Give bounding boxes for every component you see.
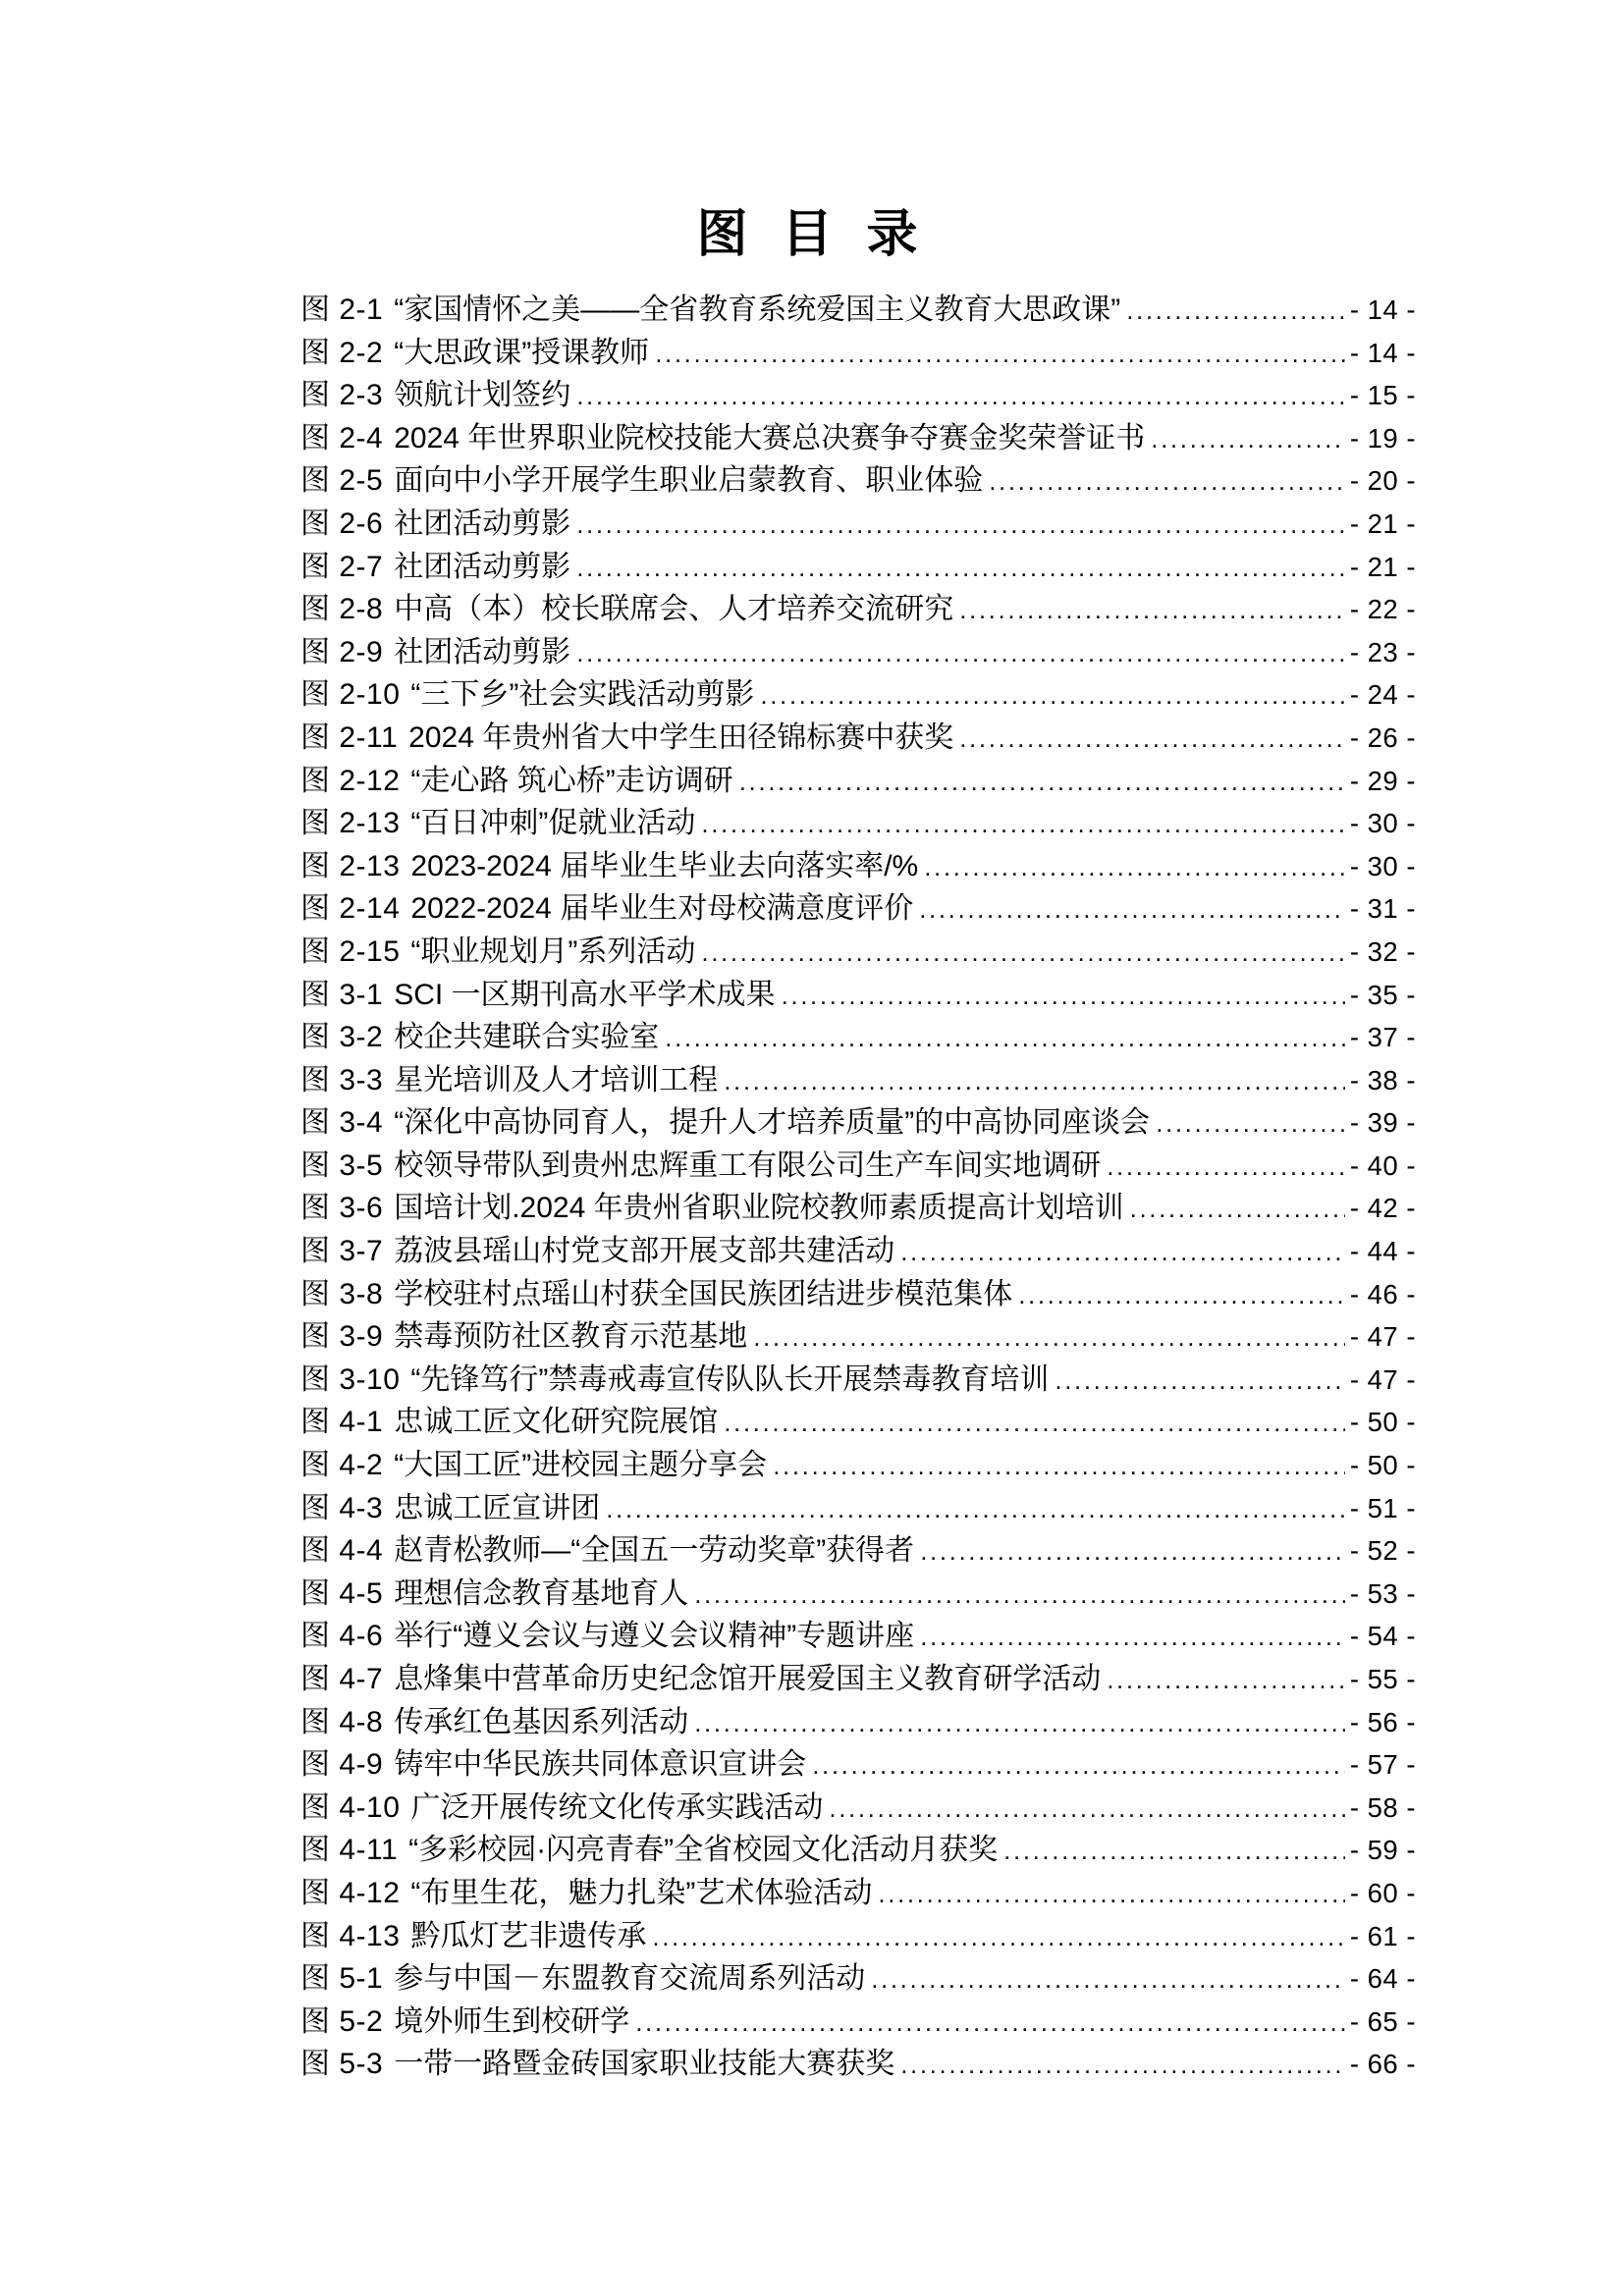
toc-entry [300,417,1416,460]
toc-entry [300,546,1416,589]
page-number: - 65 - [1349,2005,1416,2037]
page-number: - 30 - [1349,808,1416,839]
figure-number: 图 4-2 [300,1449,384,1482]
dot-leader [900,1231,1345,1274]
toc-entry [300,887,1416,931]
figure-number: 图 2-11 [300,721,399,754]
dot-leader [871,1958,1345,2002]
figure-number: 图 2-7 [300,550,384,583]
page-number: - 15 - [1349,380,1416,411]
figure-number: 图 2-5 [300,464,384,498]
toc-entry [300,1401,1416,1444]
toc-entry [300,931,1416,974]
dot-leader [1130,1188,1345,1231]
toc-entry [300,1573,1416,1616]
figure-number: 图 3-1 [300,978,384,1011]
figure-number: 图 5-3 [300,2048,384,2081]
figure-title: 忠诚工匠文化研究院展馆 [394,1406,719,1439]
page-number: - 42 - [1349,1193,1416,1224]
dot-leader [812,1744,1345,1788]
toc-entry [300,1359,1416,1402]
page-number: - 23 - [1349,636,1416,667]
dot-leader [1003,1830,1345,1873]
figure-title: 学校驻村点瑶山村获全国民族团结进步模范集体 [394,1277,1013,1310]
figure-number: 图 2-3 [300,379,384,412]
figure-number: 图 4-3 [300,1491,384,1524]
figure-title: 铸牢中华民族共同体意识宣讲会 [394,1748,807,1782]
figure-title: 面向中小学开展学生职业启蒙教育、职业体验 [394,464,984,498]
toc-entry [300,673,1416,717]
figure-title: 2022-2024 届毕业生对母校满意度评价 [410,892,914,926]
dot-leader [773,1445,1345,1488]
figure-number: 图 4-6 [300,1620,384,1653]
figure-title: 领航计划签约 [394,379,571,412]
figure-number: 图 3-2 [300,1021,384,1054]
page-number: - 20 - [1349,465,1416,497]
figure-number: 图 3-6 [300,1192,384,1225]
dot-leader [1156,1102,1345,1146]
page-number: - 44 - [1349,1236,1416,1267]
figure-title: “大国工匠”进校园主题分享会 [394,1449,768,1482]
figure-number: 图 2-13 [300,807,401,840]
dot-leader [724,1402,1345,1445]
toc-entry [300,802,1416,845]
toc-entry [300,1187,1416,1230]
toc-entry [300,2043,1416,2086]
page-number: - 47 - [1349,1321,1416,1353]
figure-title: “多彩校园·闪亮青春”全省校园文化活动月获奖 [408,1834,999,1867]
page-title: 图 目 录 [696,206,928,263]
figure-number: 图 4-1 [300,1406,384,1439]
page-number: - 46 - [1349,1278,1416,1309]
toc-entry [300,1615,1416,1658]
toc-entry [300,1273,1416,1316]
figure-title: 理想信念教育基地育人 [394,1576,689,1610]
dot-leader [1126,290,1345,333]
figure-number: 图 2-9 [300,635,384,668]
figure-title: 星光培训及人才培训工程 [394,1063,719,1096]
figure-title: 社团活动剪影 [394,507,571,540]
figure-number: 图 3-9 [300,1320,384,1354]
dot-leader [760,674,1344,718]
toc-entry [300,374,1416,417]
page-number: - 66 - [1349,2049,1416,2080]
figure-title: 中高（本）校长联席会、人才培养交流研究 [394,593,954,626]
toc-entry [300,1487,1416,1530]
toc-entry [300,974,1416,1017]
toc-entry [300,631,1416,674]
figure-title: 2024 年世界职业院校技能大赛总决赛争夺赛金奖荣誉证书 [394,421,1146,454]
toc-entry [300,1658,1416,1701]
figure-number: 图 2-13 [300,849,401,882]
page-number: - 31 - [1349,893,1416,925]
dot-leader [576,547,1345,590]
figure-title: “大思政课”授课教师 [394,336,650,369]
toc-entry [300,1529,1416,1573]
dot-leader [1107,1659,1345,1702]
dot-leader [878,1873,1344,1916]
dot-leader [635,2002,1345,2045]
page-number: - 35 - [1349,979,1416,1010]
toc-entry [300,1315,1416,1359]
figure-title: 2024 年贵州省大中学生田径锦标赛中获奖 [408,721,954,754]
figure-number: 图 3-4 [300,1106,384,1140]
page-number: - 14 - [1349,337,1416,368]
toc-entry [300,2001,1416,2044]
page-number: - 53 - [1349,1577,1416,1609]
figure-title: 境外师生到校研学 [394,2004,630,2038]
figure-number: 图 2-4 [300,421,384,454]
figure-title: 社团活动剪影 [394,635,571,668]
dot-leader [1018,1274,1345,1317]
page-number: - 61 - [1349,1920,1416,1951]
figure-title: 2023-2024 届毕业生毕业去向落实率/% [410,849,919,882]
toc-entry [300,1829,1416,1872]
page-number: - 64 - [1349,1963,1416,1995]
dot-leader [739,761,1345,804]
figure-number: 图 3-3 [300,1063,384,1096]
figure-title: “深化中高协同育人，提升人才培养质量”的中高协同座谈会 [394,1106,1151,1140]
figure-number: 图 4-8 [300,1705,384,1738]
dot-leader [1055,1360,1344,1403]
dot-leader [694,1574,1345,1617]
figure-title: 校企共建联合实验室 [394,1021,660,1054]
page-number: - 60 - [1349,1877,1416,1908]
figure-title: “百日冲刺”促就业活动 [410,807,696,840]
toc-entry [300,717,1416,760]
figure-title: 传承红色基因系列活动 [394,1705,689,1738]
figure-title: 举行“遵义会议与遵义会议精神”专题讲座 [394,1620,915,1653]
page-number: - 47 - [1349,1363,1416,1395]
figure-number: 图 3-7 [300,1235,384,1268]
dot-leader [989,460,1345,504]
figure-title: SCI 一区期刊高水平学术成果 [394,978,776,1011]
page-number: - 50 - [1349,1407,1416,1438]
figure-number: 图 4-10 [300,1790,401,1824]
dot-leader [753,1316,1345,1360]
dot-leader [655,333,1345,376]
figure-number: 图 2-1 [300,294,384,326]
dot-leader [701,803,1344,846]
figure-list [300,289,1416,2086]
toc-entry [300,1701,1416,1744]
figure-number: 图 4-13 [300,1919,401,1952]
figure-title: 广泛开展传统文化传承实践活动 [410,1790,824,1824]
dot-leader [724,1060,1345,1103]
dot-leader [576,504,1345,547]
toc-entry [300,1915,1416,1958]
dot-leader [829,1788,1344,1831]
dot-leader [576,375,1345,418]
toc-entry [300,1743,1416,1787]
page-number: - 59 - [1349,1835,1416,1866]
figure-title: 忠诚工匠宣讲团 [394,1491,601,1524]
page-number: - 21 - [1349,551,1416,582]
dot-leader [1151,418,1345,461]
figure-title: “先锋笃行”禁毒戒毒宣传队队长开展禁毒教育培训 [410,1362,1050,1396]
figure-number: 图 2-6 [300,507,384,540]
figure-number: 图 2-10 [300,678,401,712]
dot-leader [900,2044,1345,2087]
figure-number: 图 2-2 [300,336,384,369]
dot-leader [782,975,1345,1018]
figure-title: 一带一路暨金砖国家职业技能大赛获奖 [394,2048,895,2081]
figure-title: “职业规划月”系列活动 [410,934,696,968]
figure-title: 参与中国－东盟教育交流周系列活动 [394,1962,866,1996]
figure-number: 图 4-9 [300,1748,384,1782]
figure-title: 国培计划.2024 年贵州省职业院校教师素质提高计划培训 [394,1192,1124,1225]
figure-number: 图 4-4 [300,1534,384,1568]
dot-leader [959,589,1345,632]
figure-title: 息烽集中营革命历史纪念馆开展爱国主义教育研学活动 [394,1663,1102,1695]
toc-entry [300,1101,1416,1145]
figure-number: 图 3-8 [300,1277,384,1310]
page-number: - 37 - [1349,1022,1416,1053]
dot-leader [576,632,1345,675]
figure-number: 图 4-12 [300,1876,401,1909]
figure-title: 校领导带队到贵州忠辉重工有限公司生产车间实地调研 [394,1148,1102,1182]
figure-title: 社团活动剪影 [394,550,571,583]
figure-number: 图 2-8 [300,593,384,626]
figure-title: 赵青松教师—“全国五一劳动奖章”获得者 [394,1534,915,1568]
figure-title: “布里生花，魅力扎染”艺术体验活动 [410,1876,873,1909]
dot-leader [694,1702,1345,1745]
page-number: - 40 - [1349,1149,1416,1181]
toc-entry [300,1872,1416,1915]
dot-leader [606,1488,1345,1531]
dot-leader [924,846,1345,889]
toc-entry [300,503,1416,546]
toc-entry [300,845,1416,888]
dot-leader [665,1017,1345,1060]
figure-title: 禁毒预防社区教育示范基地 [394,1320,748,1354]
page-number: - 57 - [1349,1749,1416,1781]
page-number: - 38 - [1349,1064,1416,1095]
figure-number: 图 4-5 [300,1576,384,1610]
figure-number: 图 5-1 [300,1962,384,1996]
page-number: - 50 - [1349,1450,1416,1481]
page-number: - 24 - [1349,679,1416,711]
figure-title: 荔波县瑶山村党支部开展支部共建活动 [394,1235,895,1268]
page-number: - 58 - [1349,1791,1416,1823]
toc-entry [300,1145,1416,1188]
figure-number: 图 3-10 [300,1362,401,1396]
figure-number: 图 3-5 [300,1148,384,1182]
figure-number: 图 5-2 [300,2004,384,2038]
toc-entry [300,1444,1416,1487]
toc-entry [300,1957,1416,2001]
page-number: - 32 - [1349,935,1416,967]
toc-entry [300,1230,1416,1273]
page-number: - 54 - [1349,1621,1416,1652]
page-number: - 22 - [1349,594,1416,625]
figure-title: “家国情怀之美——全省教育系统爱国主义教育大思政课” [394,294,1121,326]
toc-entry [300,1787,1416,1830]
page-number: - 21 - [1349,507,1416,539]
figure-number: 图 2-15 [300,934,401,968]
page-number: - 39 - [1349,1107,1416,1139]
page-number: - 56 - [1349,1706,1416,1737]
dot-leader [920,1616,1345,1659]
page-number: - 51 - [1349,1492,1416,1523]
figure-title: “三下乡”社会实践活动剪影 [410,678,755,712]
dot-leader [701,932,1344,975]
toc-entry [300,459,1416,503]
toc-entry [300,760,1416,803]
toc-entry [300,1016,1416,1059]
dot-leader [919,888,1345,932]
page-number: - 14 - [1349,294,1416,325]
toc-entry [300,289,1416,332]
toc-entry [300,1059,1416,1102]
page-number: - 55 - [1349,1664,1416,1694]
dot-leader [1107,1146,1345,1189]
figure-number: 图 4-7 [300,1663,384,1695]
page-number: - 19 - [1349,422,1416,454]
page-number: - 30 - [1349,850,1416,881]
toc-entry [300,588,1416,631]
figure-title: “走心路 筑心桥”走访调研 [410,764,733,797]
figure-title: 黔瓜灯艺非遗传承 [410,1919,647,1952]
dot-leader [959,718,1345,761]
figure-number: 图 2-12 [300,764,401,797]
figure-number: 图 2-14 [300,892,401,926]
dot-leader [920,1530,1345,1574]
page-number: - 26 - [1349,721,1416,753]
dot-leader [652,1916,1344,1959]
page-number: - 29 - [1349,765,1416,796]
toc-entry [300,332,1416,375]
figure-number: 图 4-11 [300,1834,399,1867]
page-number: - 52 - [1349,1535,1416,1567]
